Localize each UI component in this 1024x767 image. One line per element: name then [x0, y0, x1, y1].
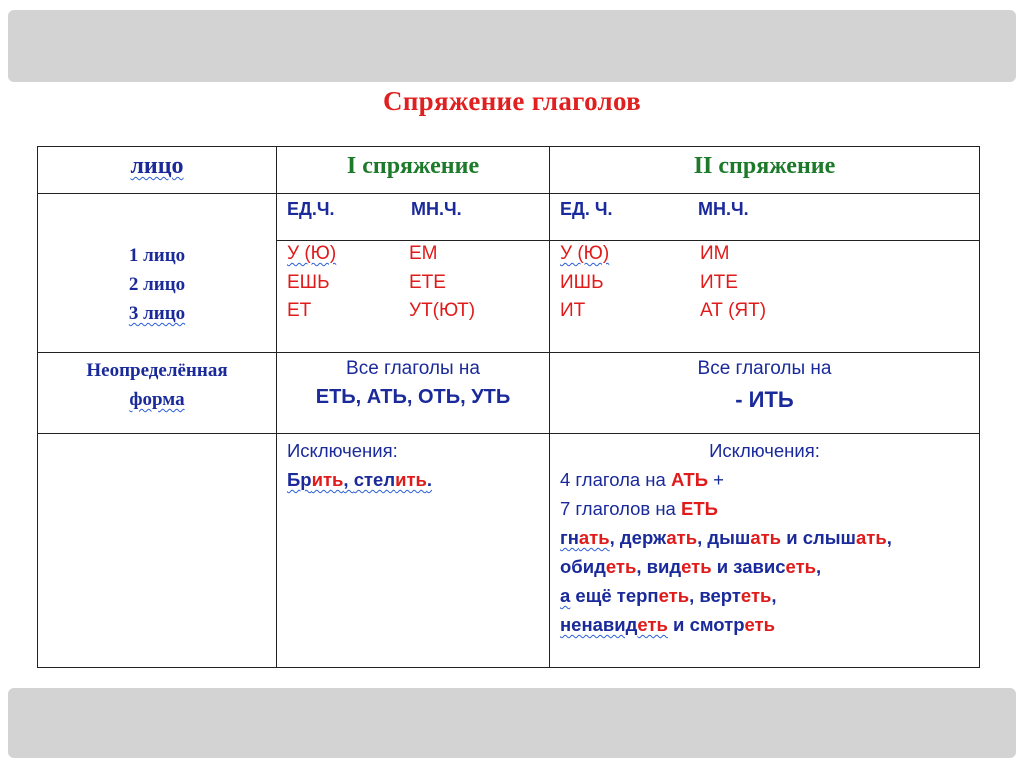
- verb-ending: еть: [658, 585, 690, 606]
- person-3: [38, 299, 276, 328]
- conj2-end-s3: ИТ: [560, 300, 586, 321]
- verb-ending: ать: [855, 527, 887, 548]
- separator: ,: [771, 585, 777, 606]
- header-lico: [38, 147, 277, 194]
- conj1-exceptions-label: Исключения:: [287, 440, 398, 461]
- line1-tail: +: [708, 469, 724, 490]
- person-2: 2 лицо: [128, 274, 186, 295]
- header-conj1: I спряжение: [277, 147, 550, 194]
- conj1-number-header: [277, 194, 549, 241]
- conj2-endings-cell: [550, 194, 980, 353]
- separator: ,: [816, 556, 822, 577]
- conj1-singular-label: ЕД.Ч.: [287, 199, 335, 219]
- conj1-infinitive-cell: [277, 353, 550, 434]
- verbs-line-3: [560, 581, 979, 610]
- separator: и: [711, 556, 734, 577]
- verb-stem: обид: [560, 556, 606, 577]
- person-1: 1 лицо: [128, 245, 186, 266]
- verbs-line-4: [560, 610, 979, 639]
- conj1-endings-cell: [277, 194, 550, 353]
- person-3-label: 3 лицо: [128, 303, 186, 324]
- conj1-end-p2: ЕТЕ: [409, 272, 446, 293]
- conj2-inf-endings: - ИТЬ: [735, 387, 794, 412]
- verb-stelit-stem: стел: [353, 469, 396, 490]
- persons-list: [38, 241, 276, 328]
- verb-stem: смотр: [689, 614, 745, 635]
- conj1-end-p1: ЕМ: [409, 243, 438, 264]
- conj2-exceptions: [550, 434, 979, 639]
- verb-ending: ать: [666, 527, 698, 548]
- page-title: Спряжение глаголов: [383, 86, 641, 116]
- verb-ending: еть: [740, 585, 772, 606]
- verb-ending: еть: [605, 556, 637, 577]
- conj2-end-p3: АТ (ЯТ): [700, 300, 767, 321]
- conj1-exceptions: [277, 434, 549, 494]
- header-lico-label: лицо: [130, 153, 184, 179]
- verb-stem: ненавид: [560, 614, 638, 635]
- conj2-line-4-verbs: [560, 465, 979, 494]
- bottom-band: [8, 688, 1016, 758]
- top-band: [8, 10, 1016, 82]
- verb-stem: терп: [616, 585, 659, 606]
- verb-brit-ending: ить: [311, 469, 344, 490]
- verb-middle: ещё: [570, 585, 617, 606]
- verb-stem: завис: [733, 556, 786, 577]
- table-header-row: [38, 147, 980, 194]
- line2-text: 7 глаголов на: [560, 498, 681, 519]
- verb-ending: ать: [750, 527, 782, 548]
- conj2-infinitive-cell: [550, 353, 980, 434]
- conj2-plural-label: МН.Ч.: [698, 199, 749, 219]
- verb-ending: ать: [578, 527, 610, 548]
- separator: .: [426, 469, 433, 490]
- verb-stem: вид: [646, 556, 682, 577]
- separator: ,: [636, 556, 647, 577]
- conj1-inf-endings: ЕТЬ, АТЬ, ОТЬ, УТЬ: [315, 386, 511, 408]
- infinitive-label-cell: [38, 353, 277, 434]
- conj2-end-s1: У (Ю): [560, 243, 610, 264]
- conj1-exceptions-cell: [277, 434, 550, 668]
- verb-brit-stem: Бр: [287, 469, 312, 490]
- conj2-end-p2: ИТЕ: [700, 272, 738, 293]
- persons-cell: [38, 194, 277, 353]
- conj1-end-s1: У (Ю): [287, 243, 337, 264]
- verbs-line-2: [560, 552, 979, 581]
- separator: ,: [609, 527, 620, 548]
- conj1-end-s3: ЕТ: [287, 300, 312, 321]
- infinitive-label-2: [38, 385, 276, 414]
- conj2-end-p1: ИМ: [700, 243, 730, 264]
- verb-stem: держ: [619, 527, 667, 548]
- conj2-exceptions-label: Исключения:: [709, 440, 820, 461]
- exceptions-empty-cell: [38, 434, 277, 668]
- line1-ending: АТЬ: [670, 469, 708, 490]
- conj2-number-header: [550, 194, 979, 241]
- conj2-line-7-verbs: [560, 494, 979, 523]
- verb-prefix: а: [560, 585, 571, 606]
- separator: и: [781, 527, 803, 548]
- conj1-exception-verbs: [287, 465, 549, 494]
- separator: ,: [886, 527, 892, 548]
- conj1-end-p3: УТ(ЮТ): [409, 300, 476, 321]
- infinitive-label-2-text: форма: [129, 389, 185, 410]
- header-conj2: II спряжение: [550, 147, 980, 194]
- verb-ending: еть: [785, 556, 817, 577]
- verb-ending: еть: [637, 614, 668, 635]
- verb-stelit-ending: ить: [395, 469, 427, 490]
- conj1-plural-label: МН.Ч.: [411, 199, 462, 219]
- line1-text: 4 глагола на: [560, 469, 671, 490]
- conj2-inf-text: Все глаголы на: [697, 358, 832, 379]
- separator: ,: [697, 527, 708, 548]
- persons-row: [38, 194, 980, 353]
- verb-stem: дыш: [707, 527, 751, 548]
- verb-stem: слыш: [802, 527, 856, 548]
- separator: ,: [689, 585, 700, 606]
- conj2-singular-label: ЕД. Ч.: [560, 199, 613, 219]
- conj2-end-s2: ИШЬ: [560, 272, 604, 293]
- infinitive-row: [38, 353, 980, 434]
- conj2-exceptions-cell: [550, 434, 980, 668]
- infinitive-label-1: Неопределённая: [86, 360, 228, 381]
- separator: ,: [343, 469, 354, 490]
- verb-ending: еть: [744, 614, 775, 635]
- conjugation-table: [37, 146, 980, 668]
- exceptions-row: [38, 434, 980, 668]
- separator: и: [667, 614, 690, 635]
- verb-stem: гн: [560, 527, 579, 548]
- verb-ending: еть: [681, 556, 712, 577]
- conj1-inf-text: Все глаголы на: [346, 358, 480, 379]
- verb-stem: верт: [699, 585, 741, 606]
- line2-ending: ЕТЬ: [680, 498, 718, 519]
- verbs-line-1: [560, 523, 979, 552]
- conj1-end-s2: ЕШЬ: [287, 272, 330, 293]
